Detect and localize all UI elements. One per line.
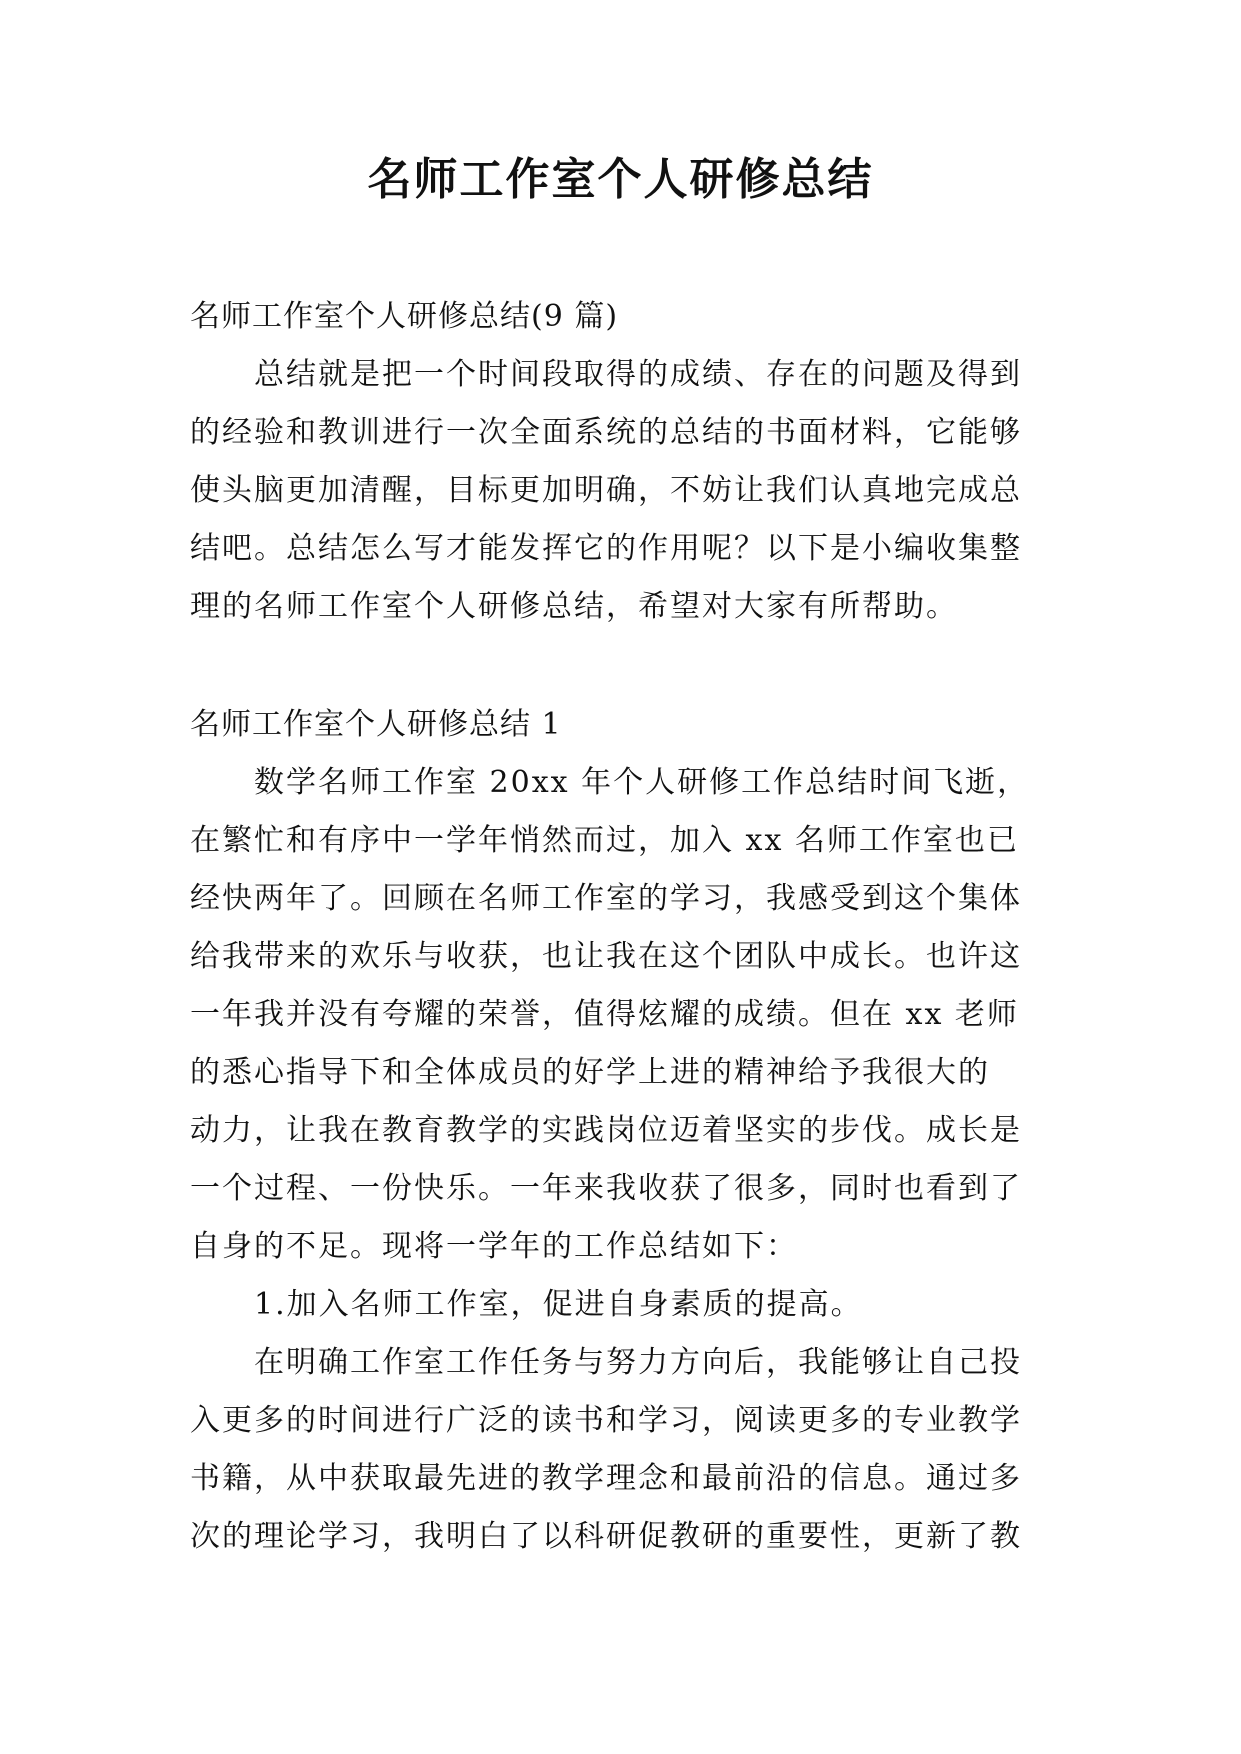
item1-line-4: 次的理论学习，我明白了以科研促教研的重要性，更新了教 [190, 1519, 1022, 1554]
section1-line-4: 给我带来的欢乐与收获，也让我在这个团队中成长。也许这 [190, 939, 1022, 974]
section1-line-1: 数学名师工作室 20xx 年个人研修工作总结时间飞逝， [254, 765, 1030, 800]
intro-line-5: 理的名师工作室个人研修总结，希望对大家有所帮助。 [190, 589, 958, 624]
section1-heading: 名师工作室个人研修总结 1 [190, 707, 562, 742]
section1-line-2: 在繁忙和有序中一学年悄然而过，加入 xx 名师工作室也已 [190, 823, 1019, 858]
document-title: 名师工作室个人研修总结 [367, 154, 874, 205]
section1-line-9: 自身的不足。现将一学年的工作总结如下： [190, 1229, 798, 1264]
section1-line-7: 动力，让我在教育教学的实践岗位迈着坚实的步伐。成长是 [190, 1113, 1022, 1148]
document-body [190, 288, 1055, 1566]
intro-line-4: 结吧。总结怎么写才能发挥它的作用呢？以下是小编收集整 [190, 531, 1022, 566]
section1-line-8: 一个过程、一份快乐。一年来我收获了很多，同时也看到了 [190, 1171, 1022, 1206]
intro-line-3: 使头脑更加清醒，目标更加明确，不妨让我们认真地完成总 [190, 473, 1022, 508]
section-gap [190, 636, 1055, 696]
item1-line-1: 在明确工作室工作任务与努力方向后，我能够让自己投 [254, 1345, 1022, 1380]
intro-heading: 名师工作室个人研修总结(9 篇) [190, 299, 619, 334]
intro-line-2: 的经验和教训进行一次全面系统的总结的书面材料，它能够 [190, 415, 1022, 450]
intro-line-1: 总结就是把一个时间段取得的成绩、存在的问题及得到 [254, 357, 1022, 392]
item1-heading: 1.加入名师工作室，促进自身素质的提高。 [254, 1287, 863, 1322]
section1-line-5: 一年我并没有夸耀的荣誉，值得炫耀的成绩。但在 xx 老师 [190, 997, 1019, 1032]
section1-line-3: 经快两年了。回顾在名师工作室的学习，我感受到这个集体 [190, 881, 1022, 916]
item1-line-3: 书籍，从中获取最先进的教学理念和最前沿的信息。通过多 [190, 1461, 1022, 1496]
section1-line-6: 的悉心指导下和全体成员的好学上进的精神给予我很大的 [190, 1055, 990, 1090]
item1-line-2: 入更多的时间进行广泛的读书和学习，阅读更多的专业教学 [190, 1403, 1022, 1438]
